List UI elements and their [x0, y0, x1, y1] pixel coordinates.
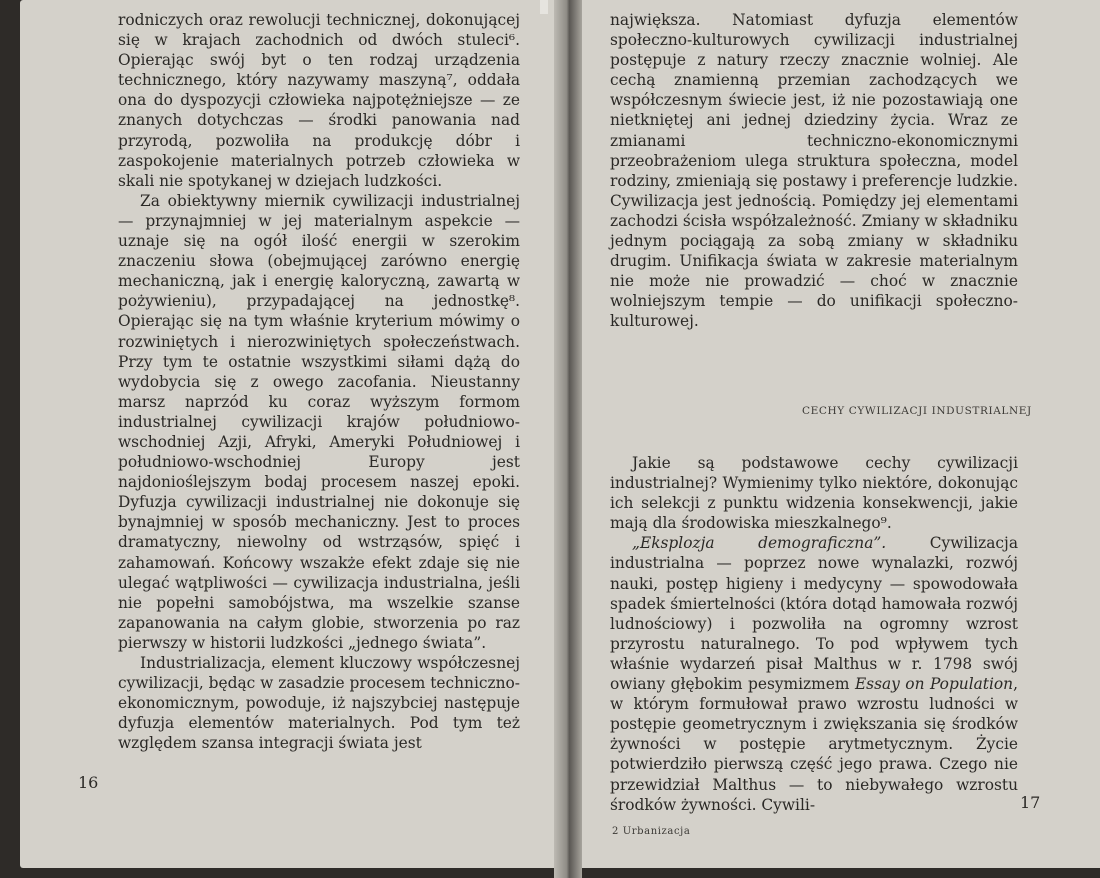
right-paragraph-1: największa. Natomiast dyfuzja elementów społeczno-kulturowych cywilizacji industrialnej postępuje z natury rzeczy znacznie wolniej. Ale cechą znamienną przemian zachodzących we współczesnym świecie jest, iż nie pozostawiają one nietkniętej ani jednej dziedziny życia. Wraz ze zmianami techniczno-ekonomicznymi przeobrażeniom ulega struktura społeczna, model rodziny, zmieniają się postawy i preferencje ludzkie. Cywilizacja jest jednością. Pomiędzy jej elementami zachodzi ścisła współzależność. Zmiany w składniku jednym pociągają za sobą zmiany w składniku drugim. Unifikacja świata w zakresie materialnym nie może nie prowadzić — choć w znacznie wolniejszym tempie — do unifikacji społeczno-kulturowej.: [610, 11, 1018, 331]
book-gutter: [554, 0, 582, 878]
left-paragraph-2: Za obiektywny miernik cywilizacji industrialnej — przynajmniej w jej materialnym aspekcie — uznaje się na ogół ilość energii w szerokim znaczeniu słowa (obejmującej zarówno energię mechaniczną, jak i energię kaloryczną, zawartą w pożywieniu), przypadającej na jednostkę⁸. Opierając się na tym właśnie kryterium mówimy o rozwiniętych i nierozwiniętych społeczeństwach. Przy tym te ostatnie wszystkimi siłami dążą do wydobycia się z owego zacofania. Nieustanny marsz naprzód ku coraz wyższym formom industrialnej cywilizacji krajów południowo-wschodniej Azji, Afryki, Ameryki Południowej i południowo-wschodniej Europy jest najdonioślejszym bodaj procesem naszej epoki. Dyfuzja cywilizacji industrialnej nie dokonuje się bynajmniej w sposób mechaniczny. Jest to proces dramatyczny, niewolny od wstrząsów, spięć i zahamowań. Końcowy wszakże efekt zdaje się nie ulegać wątpliwości — cywilizacja industrialna, jeśli nie popełni samobójstwa, ma wszelkie szanse zapanowania na całym globie, stworzenia po raz pierwszy w historii ludzkości „jednego świata”.: [118, 191, 520, 652]
book-title: Essay on Population: [854, 675, 1014, 694]
explosion-text-1: Cywilizacja industrialna — poprzez nowe wynalazki, rozwój nauki, postęp higieny i medycyny — spowodowała spadek śmiertelności (która dotąd hamowała rozwój ludnościowy) i pozwoliła na ogromny wzrost przyrostu naturalnego. To pod wpływem tych właśnie wydarzeń pisał Malthus w r. 1798 swój owiany głębokim pesymizmem: [610, 534, 1018, 694]
right-paragraph-2: Jakie są podstawowe cechy cywilizacji industrialnej? Wymienimy tylko niektóre, dokonując ich selekcji z punktu widzenia konsekwencji, jakie mają dla środowiska mieszkalnego⁹.: [610, 454, 1018, 533]
right-page-text-top: [610, 10, 1018, 332]
explosion-title: „Eksplozja demograficzna”.: [632, 534, 887, 553]
left-paragraph-3: Industrializacja, element kluczowy współczesnej cywilizacji, będąc w zasadzie procesem techniczno-ekonomicznym, powoduje, iż najszybciej następuje dyfuzja elementów materialnych. Pod tym też względem szansa integracji świata jest: [118, 654, 520, 753]
left-paragraph-1: rodniczych oraz rewolucji technicznej, dokonującej się w krajach zachodnich od dwóch stuleci⁶. Opierając swój byt o ten rodzaj urządzenia technicznego, który nazywamy maszyną⁷, oddała ona do dyspozycji człowieka najpotężniejsze — ze znanych dotychczas — środki panowania nad przyrodą, pozwoliła na produkcję dóbr i zaspokojenie materialnych potrzeb człowieka w skali nie spotykanej w dziejach ludzkości.: [118, 11, 520, 190]
signature-mark: 2 Urbanizacja: [612, 826, 691, 837]
right-page-number: 17: [1020, 793, 1041, 812]
explosion-text-2: , w którym formułował prawo wzrostu ludności w postępie geometrycznym i zwiększania się środków żywności w postępie arytmetycznym. Życie potwierdziło pierwszą część jego prawa. Czego nie przewidział Malthus — to niebywałego wzrostu środków żywności. Cywili-: [610, 675, 1018, 814]
page-marker: [540, 0, 548, 14]
left-page-text: [118, 10, 520, 753]
right-page: [582, 0, 1100, 868]
left-page: [20, 0, 554, 868]
section-heading: CECHY CYWILIZACJI INDUSTRIALNEJ: [802, 405, 1032, 417]
right-paragraph-3: [610, 533, 1018, 814]
left-page-number: 16: [78, 773, 99, 792]
right-page-text-bottom: [610, 453, 1018, 815]
